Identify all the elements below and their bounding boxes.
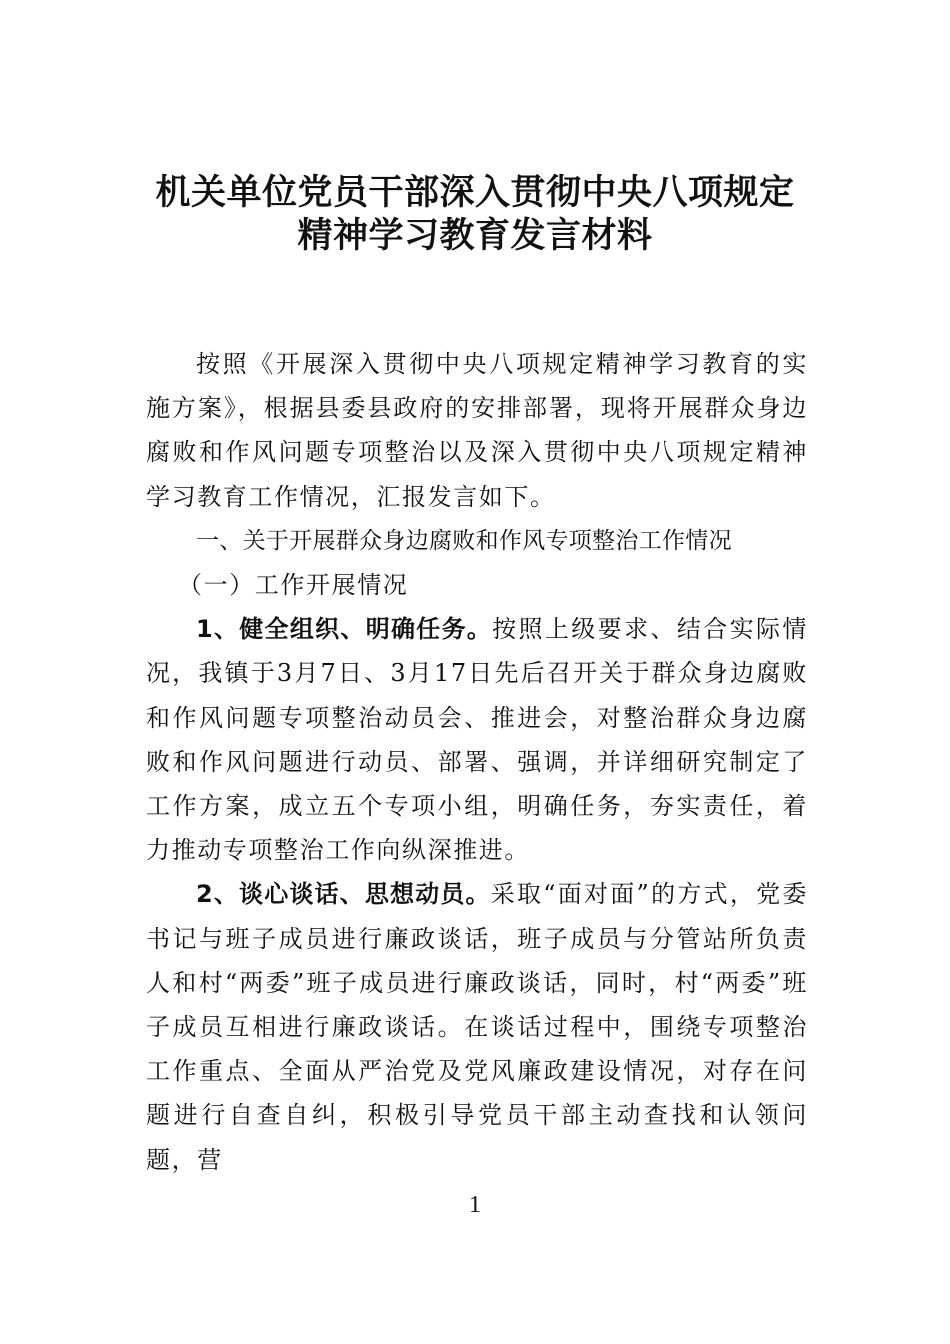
item-paragraph-1 xyxy=(146,607,808,872)
item-2-lead: 2、谈心谈话、思想动员。 xyxy=(196,880,491,909)
section-heading-1: 一、关于开展群众身边腐败和作风专项整治工作情况 xyxy=(196,527,732,554)
item-2-text: 采取“面对面”的方式，党委书记与班子成员进行廉政谈话，班子成员与分管站所负责人和村“两委”班子成员进行廉政谈话，同时，村“两委”班子成员互相进行廉政谈话。在谈话过程中，围绕专项整治工作重点、全面从严治党及党风廉政建设情况，对存在问题进行自查自纠，积极引导党员干部主动查找和认领问题，营 xyxy=(146,880,809,1174)
item-1-text: 按照上级要求、结合实际情况，我镇于3月7日、3月17日先后召开关于群众身边腐败和作风问题专项整治动员会、推进会，对整治群众身边腐败和作风问题进行动员、部署、强调，并详细研究制定了工作方案，成立五个专项小组，明确任务，夯实责任，着力推动专项整治工作向纵深推进。 xyxy=(146,615,808,865)
document-title-line-1: 机关单位党员干部深入贯彻中央八项规定 xyxy=(155,173,795,213)
item-paragraph-2 xyxy=(146,872,808,1181)
subsection-heading-1 xyxy=(146,563,808,607)
document-title-line-2: 精神学习教育发言材料 xyxy=(297,216,653,256)
document-body xyxy=(146,342,808,1182)
intro-paragraph: 按照《开展深入贯彻中央八项规定精神学习教育的实施方案》，根据县委县政府的安排部署，现将开展群众身边腐败和作风问题专项整治以及深入贯彻中央八项规定精神学习教育工作情况，汇报发言如下。 xyxy=(146,350,808,511)
subsection-heading-text: （一）工作开展情况 xyxy=(178,571,409,600)
item-1-lead: 1、健全组织、明确任务。 xyxy=(196,615,493,644)
page-number: 1 xyxy=(469,1192,481,1218)
